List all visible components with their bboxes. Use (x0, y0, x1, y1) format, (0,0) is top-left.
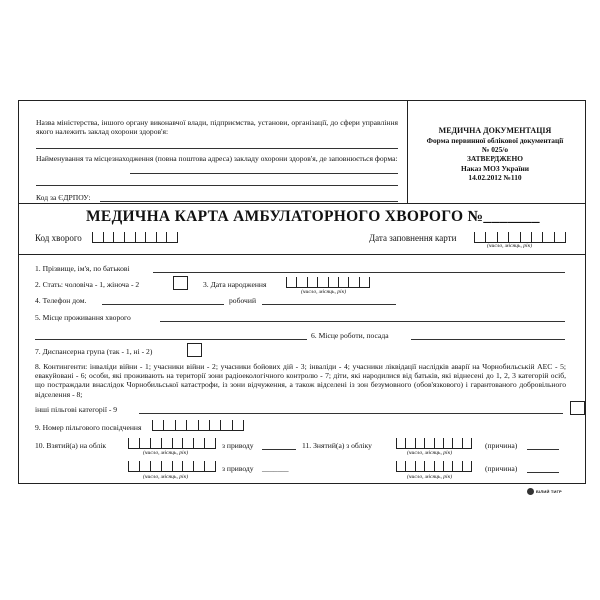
tiger-icon (527, 488, 534, 495)
approval-line-4: ЗАТВЕРДЖЕНО (467, 154, 523, 163)
field-5-line[interactable] (160, 321, 565, 322)
fill-date-caption: (число, місяць, рік) (487, 243, 533, 249)
field-1-label: 1. Прізвище, ім'я, по батькові (35, 264, 130, 273)
reason-label-1: з приводу (222, 441, 254, 450)
certificate-number-cells[interactable] (152, 420, 244, 431)
field-2-label: 2. Стать: чоловіча - 1, жіноча - 2 (35, 280, 140, 289)
publisher-logo-text: БІЛИЙ ТИГР (536, 489, 562, 494)
cause-line-2[interactable] (527, 472, 559, 473)
field-10-label: 10. Взятий(а) на облік (35, 441, 107, 450)
registration-date-cells-2[interactable] (128, 461, 216, 472)
cause-label-2: (причина) (485, 464, 518, 473)
deregistration-date-caption: (число, місяць, рік) (407, 450, 453, 456)
approval-line-6: 14.02.2012 №110 (468, 173, 522, 182)
reason-line-1[interactable] (262, 449, 296, 450)
work-phone-line[interactable] (262, 304, 396, 305)
form-title: МЕДИЧНА КАРТА АМБУЛАТОРНОГО ХВОРОГО №_______ (86, 208, 540, 225)
header-divider (18, 203, 585, 204)
dispensary-box[interactable] (187, 343, 202, 357)
deregistration-date-cells[interactable] (396, 438, 472, 449)
field-8-other-line[interactable] (139, 413, 563, 414)
home-phone-line[interactable] (102, 304, 224, 305)
field-7-label: 7. Диспансерна група (так - 1, ні - 2) (35, 347, 153, 356)
field-5-label: 5. Місце проживання хворого (35, 313, 131, 322)
registration-date-cells[interactable] (128, 438, 216, 449)
birth-date-caption: (число, місяць, рік) (301, 289, 347, 295)
field-6-line[interactable] (411, 339, 565, 340)
field-11-label: 11. Знятий(а) з обліку (302, 441, 372, 450)
edrpou-field[interactable] (100, 201, 398, 202)
publisher-logo (527, 488, 562, 495)
reason-label-2: з приводу (222, 464, 254, 473)
field-8-text: 8. Контингенти: інваліди війни - 1; учасники війни - 2; учасники бойових дій - 3; інваліди - 4; учасники ліквідації наслідків аварії на Чорнобильській АЕС - 5; евакуйовані - 6; особи, які проживають на території зони радіоекологічного контролю - 7; діти, які народилися від батьків, які віднесені до 1, 2, 3 категорій осіб, що постраждали внаслідок Чорнобильської катастрофи, із зони відчуження, а також відселені із зон безумовного (обов'язкового) і гарантованого добровільного відселення - 8; (35, 362, 566, 399)
approval-line-5: Наказ МОЗ України (460, 163, 530, 173)
registration-date-caption-2: (число, місяць, рік) (143, 474, 189, 480)
ministry-text: Назва міністерства, іншого органу виконавчої влади, підприємства, установи, організації, до сфери управління якого належить заклад охорони здоров'я: (36, 118, 398, 137)
cause-label-1: (причина) (485, 441, 518, 450)
patient-code-label: Код хворого (35, 233, 82, 243)
patient-code-cells[interactable] (92, 232, 178, 243)
approval-line-1: МЕДИЧНА ДОКУМЕНТАЦІЯ (438, 126, 552, 135)
field-3-label: 3. Дата народження (203, 280, 267, 289)
field-9-label: 9. Номер пільгового посвідчення (35, 423, 142, 432)
birth-date-cells[interactable] (286, 277, 370, 288)
field-6-label: 6. Місце роботи, посада (311, 331, 389, 340)
registration-date-caption: (число, місяць, рік) (143, 450, 189, 456)
header-vertical-divider (407, 100, 408, 203)
contingent-box[interactable] (570, 401, 585, 415)
approval-block (420, 126, 570, 183)
cause-line-1[interactable] (527, 449, 559, 450)
fill-date-label: Дата заповнення карти (369, 233, 457, 243)
field-5-line-2[interactable] (35, 339, 307, 340)
work-phone-label: робочий (229, 296, 257, 305)
sex-box[interactable] (173, 276, 188, 290)
deregistration-date-cells-2[interactable] (396, 461, 472, 472)
approval-line-2: Форма первинної облікової документації (426, 135, 564, 145)
title-divider (18, 254, 585, 255)
reason-blank-2[interactable]: _______ (262, 464, 289, 473)
fill-date-cells[interactable] (474, 232, 566, 243)
deregistration-date-caption-2: (число, місяць, рік) (407, 474, 453, 480)
field-8-other-label: інші пільгові категорії - 9 (35, 405, 118, 414)
field-1-line[interactable] (153, 272, 565, 273)
facility-text: Найменування та місцезнаходження (повна поштова адреса) закладу охорони здоров'я, де заповнюється форма: (36, 154, 398, 163)
approval-line-3: № 025/о (481, 144, 509, 154)
edrpou-label: Код за ЄДРПОУ: (36, 193, 91, 202)
field-4-label: 4. Телефон дом. (35, 296, 87, 305)
